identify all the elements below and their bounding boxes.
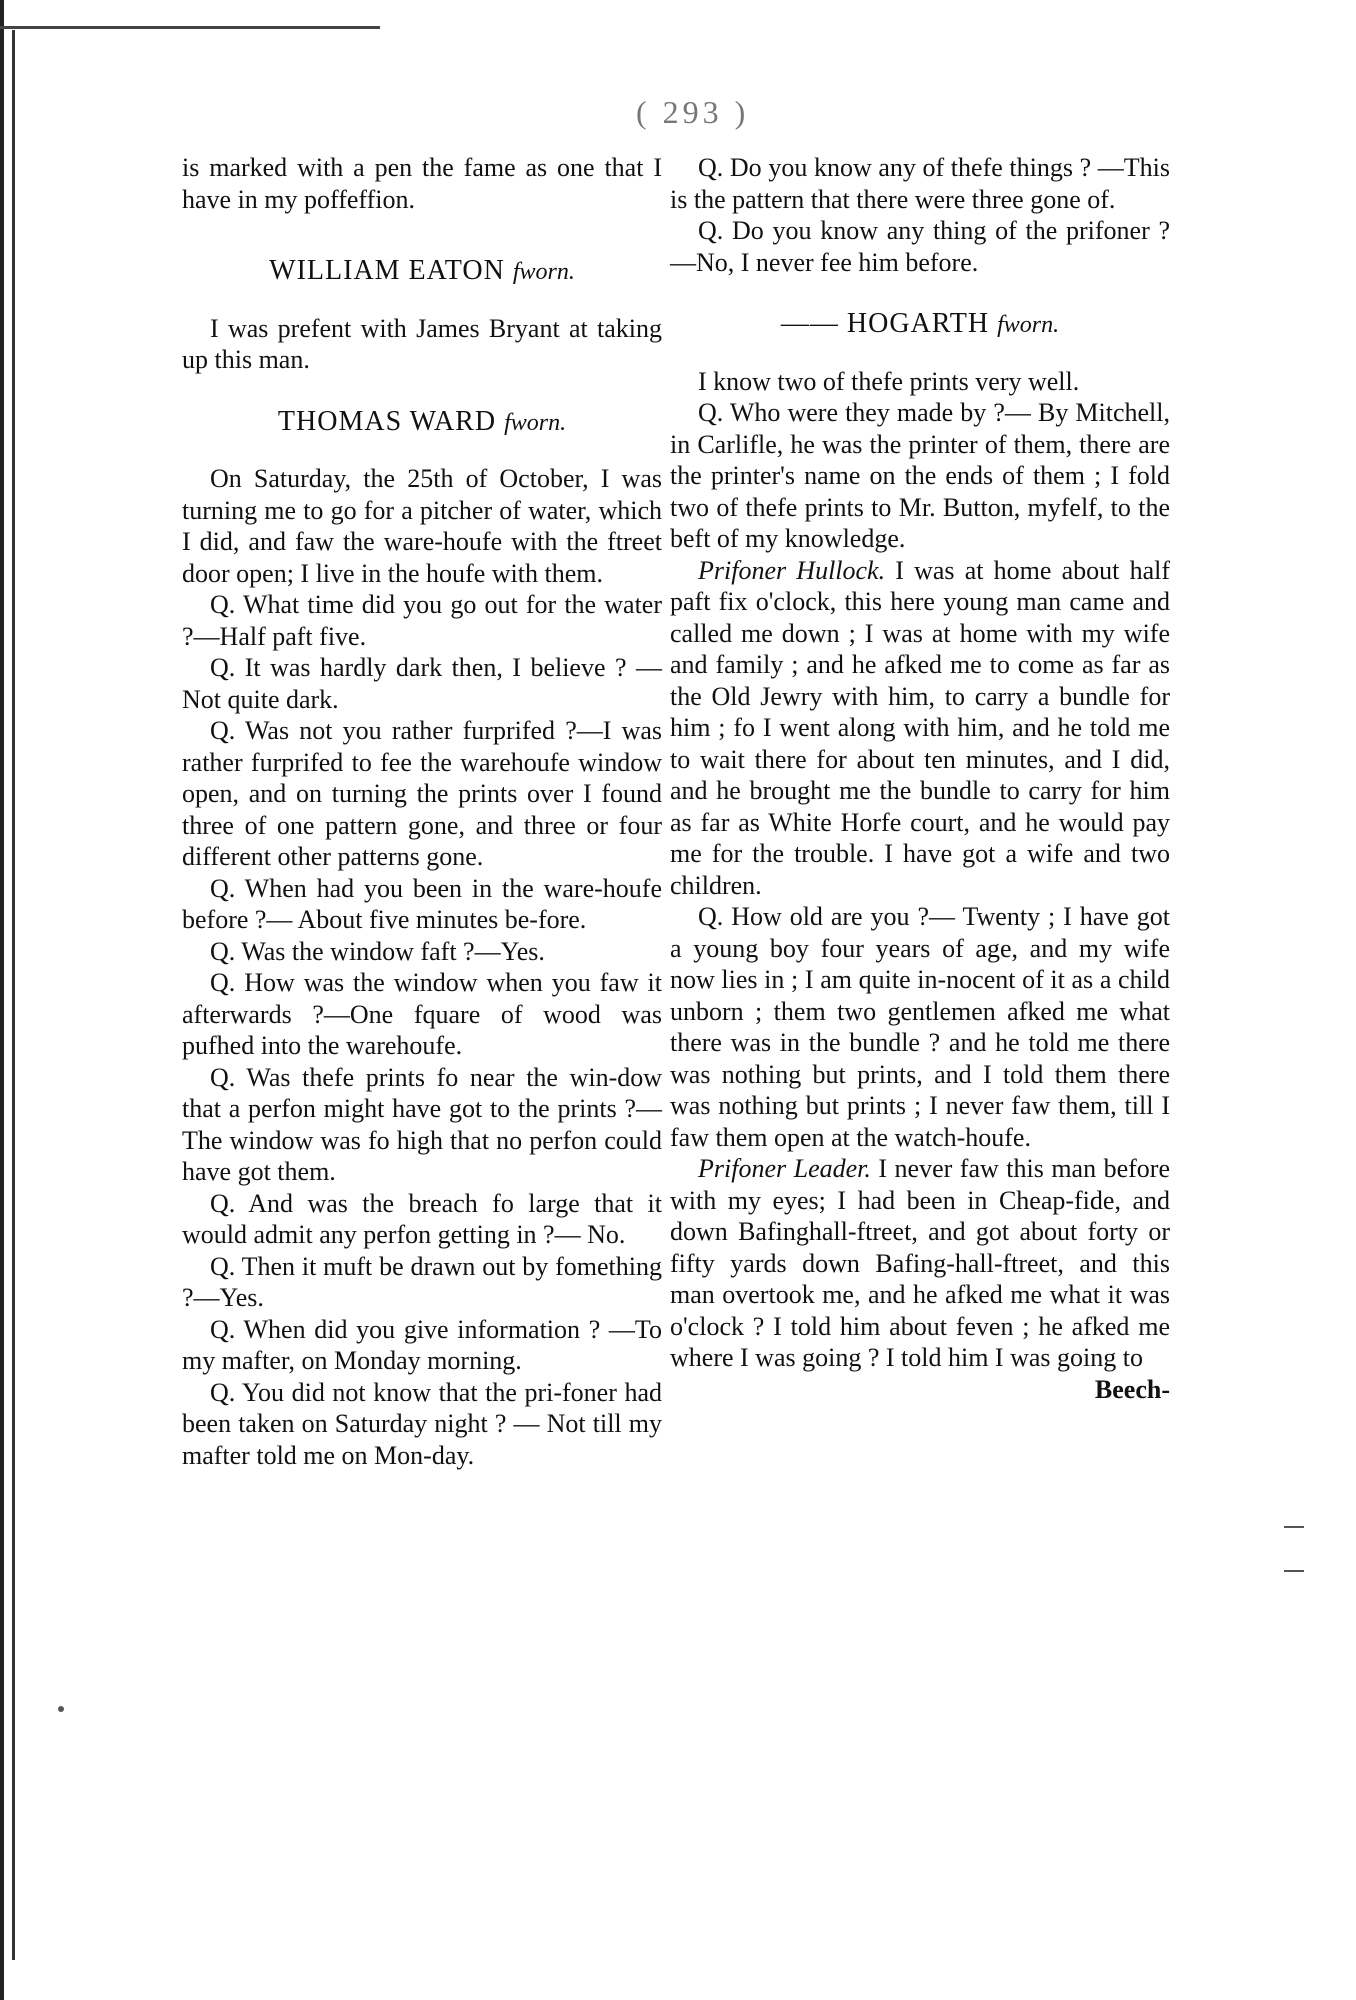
ink-dot <box>58 1706 64 1712</box>
question-paragraph: Q. Do you know any of thefe things ? —This is the pattern that there were three gone of. <box>670 153 1170 214</box>
witness-name: —— HOGARTH <box>780 308 990 339</box>
ward-paragraph: Q. How was the window when you faw it afterwards ?—One fquare of wood was pufhed into the warehoufe. <box>182 968 662 1060</box>
speaker-label: Prifoner Hullock. <box>698 555 886 585</box>
ward-paragraph: Q. And was the breach fo large that it would admit any perfon getting in ?— No. <box>182 1188 662 1249</box>
ward-paragraph: Q. It was hardly dark then, I believe ? —Not quite dark. <box>182 653 662 714</box>
top-rule <box>0 26 380 29</box>
sworn-label: fworn. <box>512 259 575 285</box>
hogarth-paragraph: I know two of thefe prints very well. <box>698 366 1080 396</box>
sworn-label: fworn. <box>997 312 1060 338</box>
heading-ward <box>182 406 662 440</box>
heading-eaton <box>182 255 662 289</box>
right-column <box>670 152 1170 1405</box>
catchword: Beech- <box>1094 1374 1170 1404</box>
ward-paragraph: Q. Was the window faft ?—Yes. <box>210 936 545 966</box>
hullock-text: I was at home about half paft fix o'clock, this here young man came and called me down ; I was at home with my wife and family ; and he afked me to come as far as the Old Jewry with him, to carry a bundle for him ; fo I went along with him, and he told me to wait there for about ten minutes, and I did, and he brought me the bundle to carry for him as far as White Horfe court, and he would pay me for the trouble. I have got a wife and two children. <box>670 555 1170 900</box>
ward-paragraph: Q. You did not know that the pri-foner had been taken on Saturday night ? — Not till my mafter told me on Mon-day. <box>182 1377 662 1470</box>
page-number: ( 293 ) <box>636 94 750 130</box>
margin-mark <box>1284 1570 1304 1572</box>
witness-name: THOMAS WARD <box>277 405 497 437</box>
witness-name: WILLIAM EATON <box>269 255 505 286</box>
left-column <box>182 152 662 1471</box>
ward-paragraph: Q. What time did you go out for the water ?—Half paft five. <box>182 590 662 651</box>
binding-shadow <box>12 30 15 1960</box>
eaton-testimony: I was prefent with James Bryant at taking up this man. <box>182 313 662 374</box>
ward-paragraph: Q. Was not you rather furprifed ?—I was rather furprifed to fee the warehoufe window open, and on turning the prints over I found three of one pattern gone, and three or four different other patterns gone. <box>182 716 662 871</box>
heading-hogarth <box>670 308 1170 342</box>
intro-text: is marked with a pen the fame as one that I have in my poffeffion. <box>182 153 662 214</box>
speaker-label: Prifoner Leader. <box>698 1154 871 1183</box>
sworn-label: fworn. <box>504 409 567 436</box>
ward-paragraph: Q. Was thefe prints fo near the win-dow that a perfon might have got to the prints ?— The window was fo high that no perfon could have got them. <box>182 1062 662 1186</box>
hogarth-paragraph: Q. Who were they made by ?— By Mitchell, in Carlifle, he was the printer of them, there are the printer's name on the ends of them ; I fold two of thefe prints to Mr. Button, myfelf, to the beft of my knowledge. <box>670 398 1170 553</box>
hullock-question: Q. How old are you ?— Twenty ; I have got a young boy four years of age, and my wife now lies in ; I am quite in-nocent of it as a child unborn ; them two gentlemen afked me what there was in the bundle ? and he told me there was nothing but prints, and I told them there was nothing but prints ; I never faw them, till I faw them open at the watch-houfe. <box>670 902 1170 1152</box>
ward-paragraph: Q. When did you give information ? —To my mafter, on Monday morning. <box>182 1314 662 1375</box>
ward-paragraph: On Saturday, the 25th of October, I was turning me to go for a pitcher of water, which I did, and faw the ware-houfe with the ftreet door open; I live in the houfe with them. <box>182 464 662 588</box>
question-paragraph: Q. Do you know any thing of the prifoner ?—No, I never fee him before. <box>670 216 1170 277</box>
binding-edge <box>0 0 4 2000</box>
ward-paragraph: Q. Then it muft be drawn out by fomething ?—Yes. <box>182 1251 662 1312</box>
ward-paragraph: Q. When had you been in the ware-houfe before ?— About five minutes be-fore. <box>182 873 662 934</box>
leader-text: I never faw this man before with my eyes; I had been in Cheap-fide, and down Bafinghall-ftreet, and got about forty or fifty yards down Bafing-hall-ftreet, and this man overtook me, and he afked me what it was o'clock ? I told him about feven ; he afked me where I was going ? I told him I was going to <box>670 1154 1170 1372</box>
margin-mark <box>1284 1526 1304 1528</box>
leader-statement <box>670 1153 1170 1374</box>
hullock-statement <box>670 555 1170 902</box>
